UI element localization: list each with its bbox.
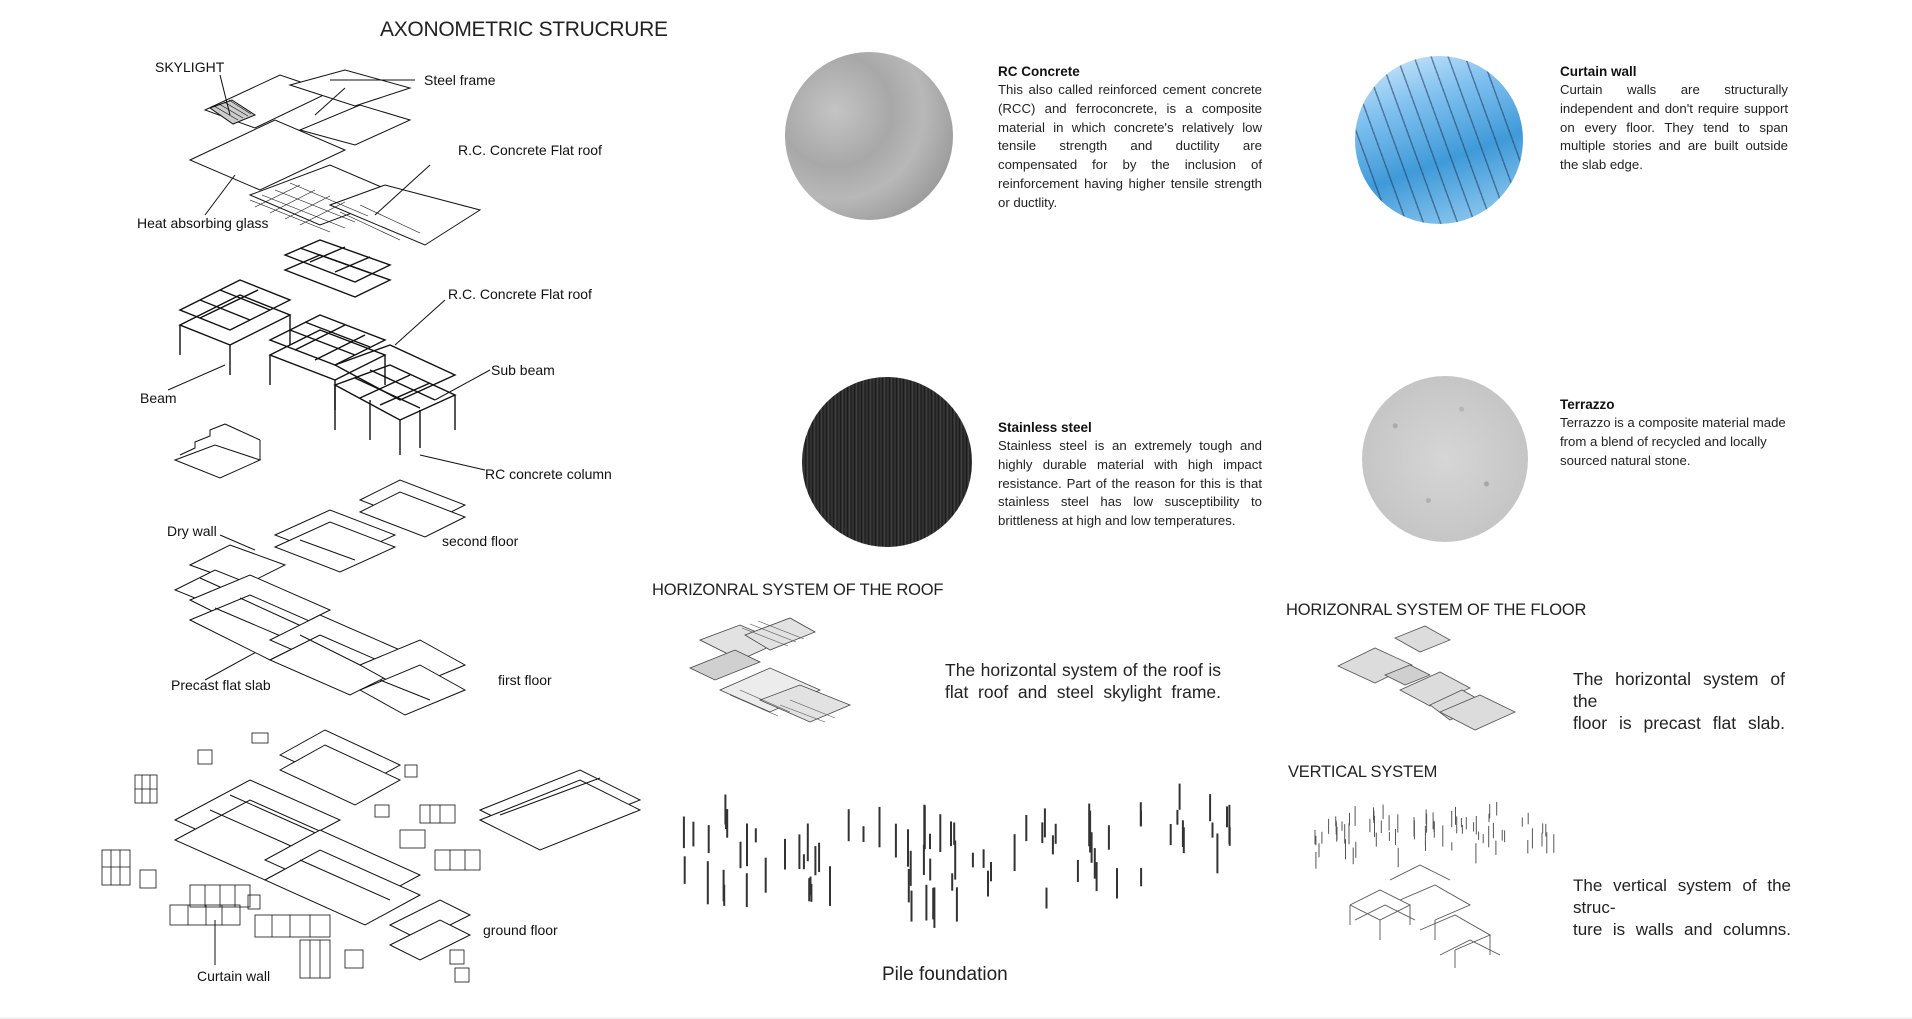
stainless-steel-body: Stainless steel is an extremely tough and highly durable material with high impact resistance. Part of the reason for this is that stainless steel has low susceptibility to brittleness at high and low temperatures. [998,438,1262,529]
stainless-steel-title: Stainless steel [998,420,1092,435]
pile-foundation-caption: Pile foundation [882,964,1008,985]
stainless-steel-text [998,420,1262,531]
label-ground-floor: ground floor [483,922,558,938]
axonometric-title: AXONOMETRIC STRUCRURE [380,18,668,41]
label-steel-frame: Steel frame [424,72,496,88]
curtain-wall-swatch [1355,56,1523,224]
label-beam: Beam [140,390,177,406]
terrazzo-text [1560,397,1790,470]
rc-concrete-body: This also called reinforced cement concrete (RCC) and ferroconcrete, is a composite material in which concrete's relatively low tensile strength and ductility are compensated for by the inclusion of reinforcement having higher tensile strength or ductlity. [998,82,1262,210]
vertical-system-heading: VERTICAL SYSTEM [1288,763,1438,781]
first-floor-walls [190,575,465,715]
ground-floor-walls [175,730,640,960]
label-second-floor: second floor [442,533,519,549]
label-first-floor: first floor [498,672,552,688]
vertical-system-description: The vertical system of the struc- ture is walls and columns. [1573,876,1791,939]
terrazzo-title: Terrazzo [1560,397,1615,412]
stair [175,424,260,478]
stainless-steel-swatch [802,377,972,547]
floor-system-heading: HORIZONRAL SYSTEM OF THE FLOOR [1286,601,1587,619]
terrazzo-body: Terrazzo is a composite material made from a blend of recycled and locally sourced natural stone. [1560,415,1786,468]
curtain-wall-text [1560,64,1788,175]
label-skylight: SKYLIGHT [155,59,225,75]
label-precast-flat-slab: Precast flat slab [171,677,271,693]
roof-system-heading: HORIZONRAL SYSTEM OF THE ROOF [652,581,944,599]
roof-system-description: The horizontal system of the roof is flat roof and steel skylight frame. [945,660,1221,702]
label-curtain-wall: Curtain wall [197,968,271,984]
label-rc-concrete-column: RC concrete column [485,466,612,482]
label-heat-absorbing-glass: Heat absorbing glass [137,215,269,231]
terrazzo-swatch [1362,376,1528,542]
curtain-wall-title: Curtain wall [1560,64,1637,79]
label-sub-beam: Sub beam [491,362,555,378]
label-rc-flat-roof-2: R.C. Concrete Flat roof [448,286,592,302]
rc-concrete-text [998,64,1262,213]
label-rc-flat-roof-1: R.C. Concrete Flat roof [458,142,602,158]
label-dry-wall: Dry wall [167,523,217,539]
floor-system-description: The horizontal system of the floor is precast flat slab. [1573,669,1785,733]
rc-concrete-title: RC Concrete [998,64,1080,79]
rc-concrete-swatch [785,52,953,220]
curtain-wall-body: Curtain walls are structurally independent and don't require support on every floor. They tend to span multiple stories and are built outside the slab edge. [1560,82,1788,173]
frame-layer [180,240,455,455]
